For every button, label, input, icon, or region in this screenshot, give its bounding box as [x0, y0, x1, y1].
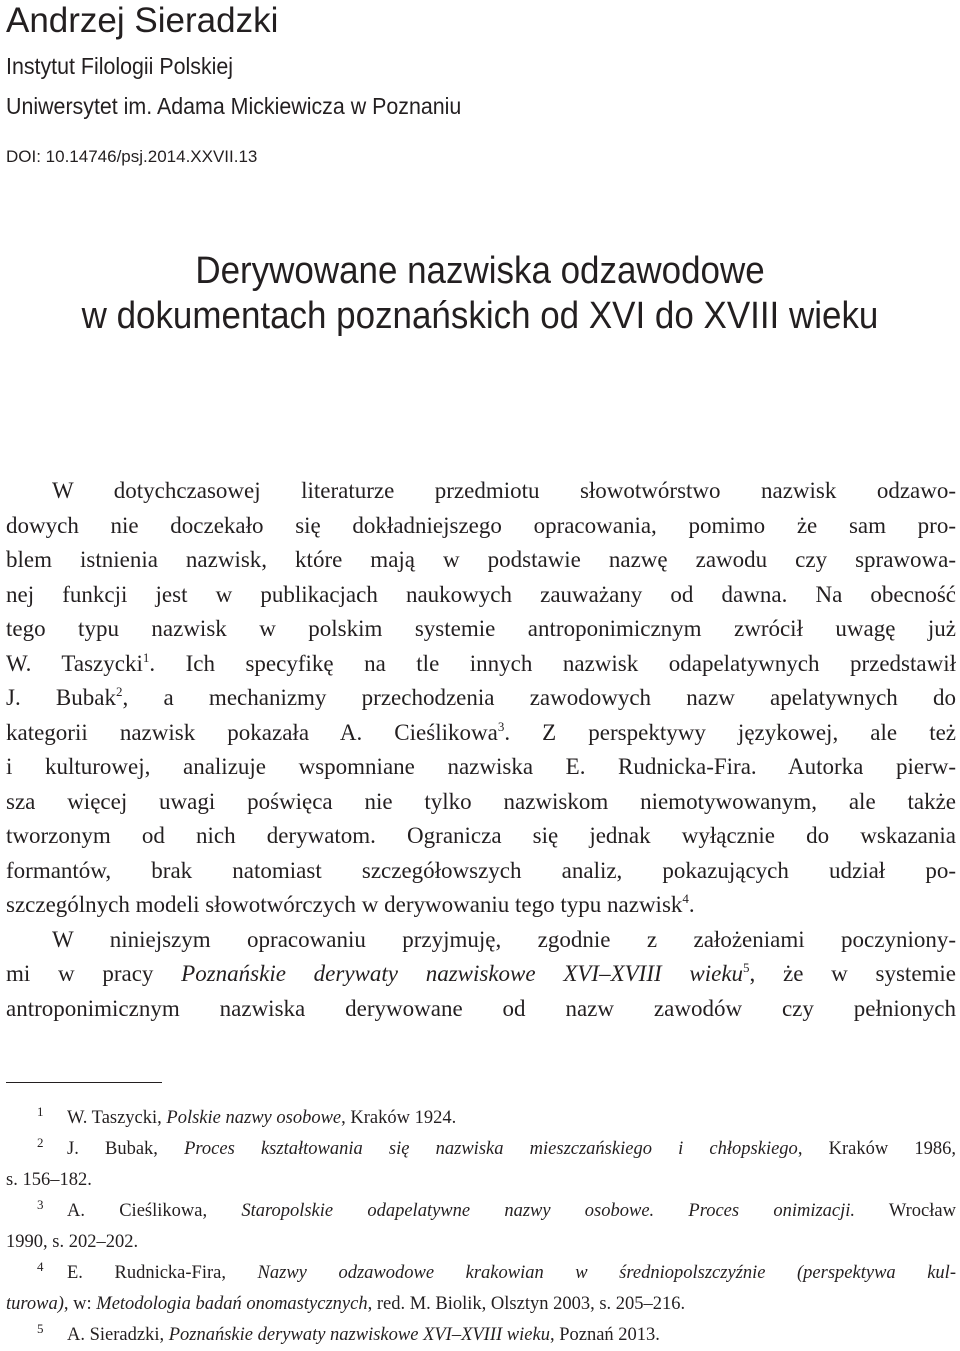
body-text	[6, 474, 956, 1026]
cited-title: Staropolskie odapelatywne nazwy osobowe. Proces onimizacji.	[241, 1201, 856, 1221]
body-line	[6, 681, 956, 716]
body-line: W niniejszym opracowaniu przyjmuję, zgodnie z założeniami poczyniony-	[52, 926, 956, 952]
text-run: szczególnych modeli słowotwórczych w derywowaniu tego typu nazwisk	[6, 892, 683, 917]
text-run: E. Rudnicka-Fira,	[67, 1263, 258, 1283]
footnotes	[6, 1103, 956, 1351]
body-line: i kulturowej, analizuje wspomniane nazwiska E. Rudnicka-Fira. Autorka pierw-	[6, 754, 956, 779]
cited-title: Metodologia badań onomastycznych	[96, 1294, 368, 1314]
footnote-ref-5[interactable]: 5	[743, 960, 750, 975]
body-line	[6, 957, 956, 992]
text-run: mi w pracy	[6, 961, 182, 986]
body-line: sza więcej uwagi poświęca nie tylko nazwiskom niemotywowanym, ale także	[6, 788, 956, 814]
text-run: .	[688, 892, 695, 917]
body-line	[6, 647, 956, 682]
body-line	[6, 716, 956, 751]
footnote-5: 5 A. Sieradzki, Poznańskie derywaty nazwiskowe XVI–XVIII wieku, Poznań 2013.	[37, 1321, 660, 1345]
cited-title: Proces kształtowania się nazwiska mieszczańskiego i chłopskiego	[184, 1139, 798, 1159]
article-title-line-1: Derywowane nazwiska odzawodowe	[195, 250, 765, 292]
article-title-line-2: w dokumentach poznańskich od XVI do XVIII wieku	[81, 295, 879, 337]
footnote-3: 3 A. Cieślikowa, Staropolskie odapelatywne nazwy osobowe. Proces onimizacji. Wrocław	[37, 1197, 956, 1221]
cited-title: Nazwy odzawodowe krakowian w średniopolszczyźnie (perspektywa kul-	[257, 1263, 956, 1283]
body-line: formantów, brak natomiast szczegółowszych analiz, pokazujących udział po-	[6, 857, 956, 883]
body-line: W dotychczasowej literaturze przedmiotu słowotwórstwo nazwisk odzawo-	[52, 478, 956, 503]
cited-title: Polskie nazwy osobowe	[166, 1108, 342, 1128]
text-run: W. Taszycki,	[67, 1108, 167, 1128]
text-run: , red. M. Biolik, Olsztyn 2003, s. 205–216.	[367, 1294, 686, 1314]
text-run: Wrocław	[855, 1201, 956, 1221]
body-line: antroponimicznym nazwiska derywowane od nazw zawodów czy pełnionych	[6, 995, 956, 1021]
body-line: blem istnienia nazwisk, które mają w podstawie nazwę zawodu czy sprawowa-	[6, 547, 956, 572]
text-run: , Kraków 1924.	[341, 1108, 457, 1128]
cited-title: Poznańskie derywaty nazwiskowe XVI–XVIII wieku	[168, 1325, 550, 1345]
text-run: kategorii nazwisk pokazała A. Cieślikowa	[6, 719, 498, 745]
doi-label: DOI: 10.14746/psj.2014.XXVII.13	[6, 147, 258, 166]
text-run: W. Taszycki	[6, 650, 143, 676]
footnote-ref-1[interactable]: 1	[142, 649, 150, 665]
footnote-3-continued: 1990, s. 202–202.	[6, 1232, 139, 1252]
body-line: tworzonym od nich derywatom. Ogranicza się jednak wyłącznie do wskazania	[6, 823, 956, 848]
body-line: tego typu nazwisk w polskim systemie antroponimicznym zwrócił uwagę już	[6, 616, 956, 641]
text-run: , że w systemie	[749, 961, 957, 986]
text-run: J. Bubak	[6, 685, 116, 710]
text-run: J. Bubak,	[67, 1139, 185, 1159]
text-run: , w:	[63, 1294, 97, 1314]
affiliation-university: Uniwersytet im. Adama Mickiewicza w Poznaniu	[6, 93, 462, 119]
body-line: nej funkcji jest w publikacjach naukowych zauważany od dawna. Na obecność	[6, 581, 956, 607]
footnote-divider	[6, 1082, 162, 1083]
footnote-4-continued	[6, 1289, 956, 1320]
text-run: . Z perspektywy językowej, ale też	[504, 719, 956, 745]
footnote-ref-3[interactable]: 3	[497, 718, 505, 734]
footnote-2-continued: s. 156–182.	[6, 1170, 92, 1190]
footnote-ref-2[interactable]: 2	[116, 684, 123, 699]
text-run: . Ich specyfikę na tle innych nazwisk odapelatywnych przedstawił	[149, 650, 956, 676]
text-run: A. Sieradzki,	[67, 1325, 169, 1345]
text-run: , Kraków 1986,	[797, 1139, 957, 1159]
text-run: , Poznań 2013.	[549, 1325, 660, 1345]
text-run: A. Cieślikowa,	[67, 1201, 242, 1221]
footnote-ref-4[interactable]: 4	[682, 891, 689, 906]
body-line: dowych nie doczekało się dokładniejszego opracowania, pomimo że sam pro-	[6, 512, 956, 538]
affiliation-institute: Instytut Filologii Polskiej	[6, 53, 234, 79]
footnote-4: 4 E. Rudnicka-Fira, Nazwy odzawodowe krakowian w średniopolszczyźnie (perspektywa kul-	[37, 1259, 956, 1283]
body-line	[6, 888, 956, 923]
cited-title: turowa)	[6, 1294, 64, 1314]
author-name: Andrzej Sieradzki	[6, 1, 279, 40]
footnote-1: 1 W. Taszycki, Polskie nazwy osobowe, Kraków 1924.	[37, 1104, 457, 1128]
cited-title: Poznańskie derywaty nazwiskowe XVI–XVIII wieku	[181, 961, 744, 986]
text-run: , a mechanizmy przechodzenia zawodowych nazw apelatywnych do	[122, 685, 957, 710]
footnote-2: 2 J. Bubak, Proces kształtowania się nazwiska mieszczańskiego i chłopskiego, Kraków 1986,	[37, 1135, 957, 1159]
